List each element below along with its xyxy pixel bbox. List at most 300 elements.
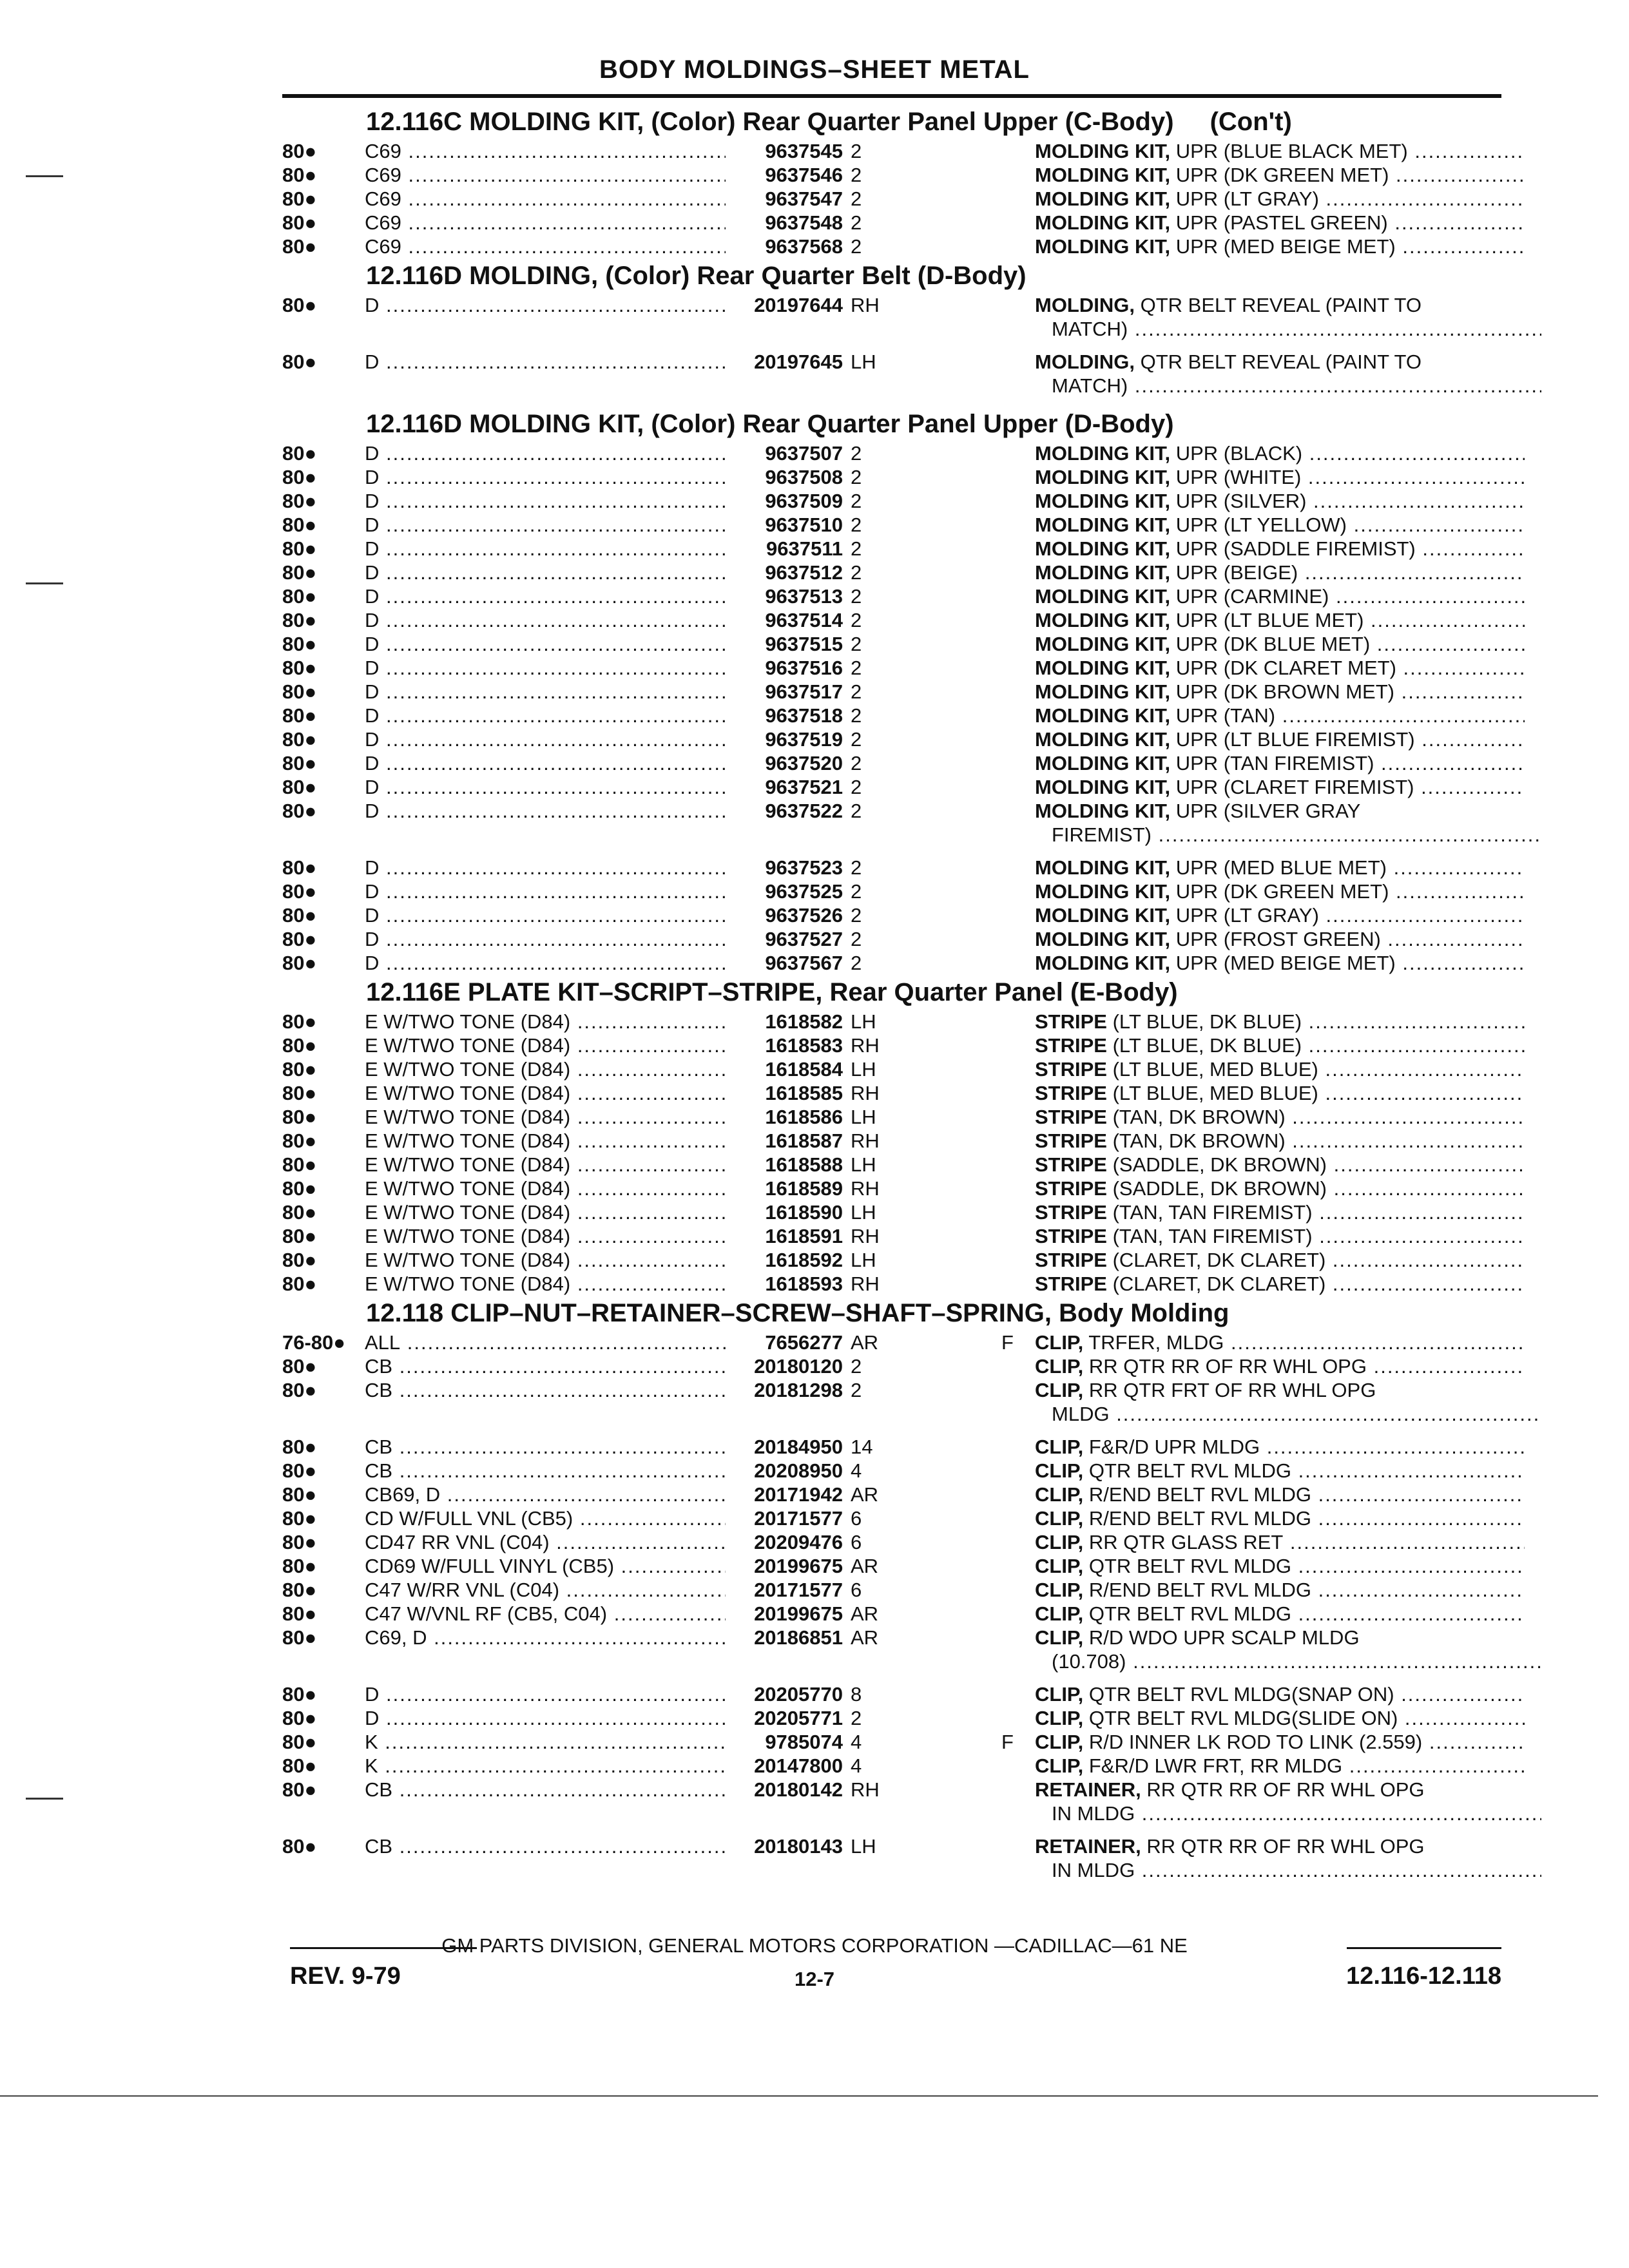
description-keyword: STRIPE — [1035, 1129, 1107, 1152]
description — [1035, 879, 1525, 903]
part-number — [727, 513, 843, 537]
application-text: D — [365, 442, 380, 465]
description — [1035, 441, 1525, 465]
application — [365, 293, 726, 317]
quantity-text: 14 — [851, 1436, 873, 1458]
description-detail: UPR (DK BROWN MET) — [1170, 680, 1394, 703]
part-number — [727, 751, 843, 775]
row-gap — [282, 1825, 1507, 1834]
description-detail: UPR (BLACK) — [1170, 442, 1303, 465]
application-text: E W/TWO TONE (D84) — [365, 1225, 571, 1247]
description — [1035, 1578, 1525, 1602]
application — [365, 775, 726, 799]
part-number — [727, 1483, 843, 1506]
quantity — [851, 211, 902, 235]
description-keyword: CLIP, — [1035, 1379, 1084, 1401]
application — [365, 1354, 726, 1378]
quantity — [851, 1177, 902, 1200]
model-year-text: 80● — [282, 1731, 317, 1753]
part-row — [282, 187, 1507, 211]
quantity — [851, 608, 902, 632]
part-row — [282, 1602, 1507, 1626]
quantity-text: RH — [851, 1034, 880, 1057]
application — [365, 513, 726, 537]
quantity-text: 2 — [851, 235, 862, 258]
part-row — [282, 513, 1507, 537]
description-continuation-text: MATCH) — [1052, 318, 1128, 340]
application-text: D — [365, 633, 380, 655]
model-year-text: 80● — [282, 211, 317, 234]
description-continuation-text: IN MLDG — [1052, 1802, 1135, 1825]
part-number-text: 1618591 — [765, 1225, 843, 1247]
model-year-text: 80● — [282, 1555, 317, 1577]
part-row-continuation — [282, 823, 1507, 847]
part-row — [282, 1272, 1507, 1296]
description-detail: R/END BELT RVL MLDG — [1083, 1507, 1311, 1530]
description-detail: RR QTR RR OF RR WHL OPG — [1141, 1835, 1425, 1858]
part-row-continuation — [282, 1402, 1507, 1426]
quantity-text: 2 — [851, 140, 862, 162]
description — [1035, 727, 1525, 751]
description — [1035, 1602, 1525, 1626]
description-detail: UPR (TAN FIREMIST) — [1170, 752, 1374, 774]
part-number-text: 9637526 — [765, 904, 843, 927]
description-detail: (TAN, TAN FIREMIST) — [1106, 1201, 1313, 1224]
application-text: E W/TWO TONE (D84) — [365, 1177, 571, 1200]
description-detail: QTR BELT RVL MLDG — [1083, 1602, 1291, 1625]
model-year-text: 80● — [282, 1683, 317, 1706]
description-detail: UPR (FROST GREEN) — [1170, 928, 1381, 950]
flag-code-text: F — [1001, 1331, 1014, 1354]
description — [1035, 1554, 1525, 1578]
description — [1035, 680, 1525, 704]
application-text: D — [365, 928, 380, 950]
model-year-text: 80● — [282, 1082, 317, 1104]
description — [1035, 1378, 1525, 1402]
part-row — [282, 1834, 1507, 1858]
application — [365, 1602, 726, 1626]
model-year-text: 80● — [282, 1483, 317, 1506]
application — [365, 704, 726, 727]
quantity — [851, 775, 902, 799]
model-year — [282, 1435, 360, 1459]
description-detail: UPR (DK GREEN MET) — [1170, 164, 1389, 186]
description-detail: UPR (CARMINE) — [1170, 585, 1329, 608]
description — [1035, 1033, 1525, 1057]
model-year — [282, 1682, 360, 1706]
application — [365, 465, 726, 489]
quantity-text: LH — [851, 1835, 876, 1858]
application-text: D — [365, 1683, 380, 1706]
part-number — [727, 1506, 843, 1530]
application-text: D — [365, 728, 380, 751]
description-keyword: CLIP, — [1035, 1731, 1084, 1753]
quantity-text: 2 — [851, 680, 862, 703]
description-detail: (TAN, DK BROWN) — [1106, 1129, 1286, 1152]
part-number — [727, 656, 843, 680]
part-number-text: 9637545 — [765, 140, 843, 162]
quantity — [851, 704, 902, 727]
section-continued-note: (Con't) — [1210, 108, 1292, 136]
description-continuation — [1035, 317, 1541, 341]
description-keyword: MOLDING KIT, — [1035, 800, 1171, 822]
description-detail: (SADDLE, DK BROWN) — [1106, 1177, 1327, 1200]
application — [365, 1331, 726, 1354]
application — [365, 1378, 726, 1402]
part-number-text: 1618593 — [765, 1273, 843, 1295]
quantity-text: RH — [851, 1225, 880, 1247]
part-number — [727, 1554, 843, 1578]
model-year — [282, 513, 360, 537]
description-detail: (TAN, DK BROWN) — [1106, 1106, 1286, 1128]
description-continuation — [1035, 374, 1541, 398]
description-keyword: CLIP, — [1035, 1754, 1084, 1777]
description-detail: UPR (LT YELLOW) — [1170, 514, 1347, 536]
part-number — [727, 1129, 843, 1153]
description — [1035, 211, 1525, 235]
quantity-text: 2 — [851, 1355, 862, 1378]
part-row — [282, 139, 1507, 163]
margin-mark — [26, 175, 63, 177]
model-year-text: 80● — [282, 1177, 317, 1200]
description-detail: (LT BLUE, MED BLUE) — [1106, 1058, 1318, 1081]
flag-code — [1001, 1331, 1027, 1354]
part-row — [282, 1578, 1507, 1602]
quantity — [851, 1730, 902, 1754]
description-detail: UPR (DK CLARET MET) — [1170, 657, 1396, 679]
application-text: E W/TWO TONE (D84) — [365, 1010, 571, 1033]
part-row-continuation — [282, 1649, 1507, 1673]
part-number — [727, 537, 843, 561]
application-text: D — [365, 585, 380, 608]
quantity-text: RH — [851, 1082, 880, 1104]
part-row — [282, 584, 1507, 608]
part-row — [282, 1435, 1507, 1459]
part-row — [282, 1506, 1507, 1530]
model-year — [282, 235, 360, 258]
application-text: C47 W/RR VNL (C04) — [365, 1579, 560, 1601]
quantity-text: 2 — [851, 800, 862, 822]
model-year-text: 80● — [282, 800, 317, 822]
model-year — [282, 799, 360, 823]
model-year-text: 80● — [282, 1754, 317, 1777]
part-row — [282, 1010, 1507, 1033]
application-text: CB69, D — [365, 1483, 441, 1506]
model-year — [282, 1057, 360, 1081]
quantity — [851, 1378, 902, 1402]
part-number-text: 9637521 — [765, 776, 843, 798]
model-year — [282, 1706, 360, 1730]
quantity-text: 2 — [851, 537, 862, 560]
application-text: C47 W/VNL RF (CB5, C04) — [365, 1602, 608, 1625]
quantity — [851, 187, 902, 211]
model-year — [282, 1033, 360, 1057]
part-row — [282, 489, 1507, 513]
quantity — [851, 139, 902, 163]
description-detail: UPR (SADDLE FIREMIST) — [1170, 537, 1416, 560]
model-year — [282, 856, 360, 879]
part-number-text: 9637516 — [765, 657, 843, 679]
part-number — [727, 293, 843, 317]
model-year — [282, 1554, 360, 1578]
quantity — [851, 489, 902, 513]
row-gap — [282, 1673, 1507, 1682]
part-number — [727, 561, 843, 584]
application-text: D — [365, 680, 380, 703]
part-number — [727, 727, 843, 751]
part-number — [727, 1057, 843, 1081]
description-detail: UPR (MED BEIGE MET) — [1170, 235, 1396, 258]
part-row — [282, 856, 1507, 879]
model-year-text: 80● — [282, 952, 317, 974]
description-keyword: CLIP, — [1035, 1579, 1084, 1601]
quantity-text: 2 — [851, 657, 862, 679]
quantity — [851, 1033, 902, 1057]
application-text: CD W/FULL VNL (CB5) — [365, 1507, 574, 1530]
description-detail: (LT BLUE, MED BLUE) — [1106, 1082, 1318, 1104]
model-year — [282, 1200, 360, 1224]
description — [1035, 350, 1525, 374]
description — [1035, 751, 1525, 775]
model-year — [282, 1730, 360, 1754]
quantity-text: 2 — [851, 633, 862, 655]
description — [1035, 1129, 1525, 1153]
quantity-text: LH — [851, 1058, 876, 1081]
part-number — [727, 1248, 843, 1272]
model-year-text: 80● — [282, 1153, 317, 1176]
application — [365, 656, 726, 680]
quantity — [851, 1578, 902, 1602]
application — [365, 139, 726, 163]
description — [1035, 235, 1525, 258]
quantity — [851, 1506, 902, 1530]
application — [365, 1506, 726, 1530]
part-number — [727, 1435, 843, 1459]
description — [1035, 1081, 1525, 1105]
quantity — [851, 1200, 902, 1224]
description — [1035, 799, 1525, 823]
part-number — [727, 1177, 843, 1200]
application — [365, 187, 726, 211]
part-row — [282, 1057, 1507, 1081]
part-row — [282, 751, 1507, 775]
model-year — [282, 1248, 360, 1272]
quantity — [851, 1626, 902, 1649]
application-text: E W/TWO TONE (D84) — [365, 1058, 571, 1081]
quantity — [851, 656, 902, 680]
parts-listing — [282, 104, 1507, 1891]
part-row — [282, 680, 1507, 704]
application-text: E W/TWO TONE (D84) — [365, 1201, 571, 1224]
model-year-text: 80● — [282, 585, 317, 608]
application — [365, 1754, 726, 1778]
part-number — [727, 1378, 843, 1402]
description-detail: QTR BELT RVL MLDG — [1083, 1459, 1291, 1482]
part-number-text: 1618588 — [765, 1153, 843, 1176]
description-detail: UPR (MED BLUE MET) — [1170, 856, 1387, 879]
part-number — [727, 1459, 843, 1483]
part-number — [727, 1834, 843, 1858]
description — [1035, 1224, 1525, 1248]
description — [1035, 903, 1525, 927]
margin-mark — [26, 582, 63, 584]
model-year — [282, 441, 360, 465]
description — [1035, 1682, 1525, 1706]
part-number — [727, 584, 843, 608]
quantity-text: 2 — [851, 187, 862, 210]
application-text: E W/TWO TONE (D84) — [365, 1034, 571, 1057]
model-year — [282, 1153, 360, 1177]
part-number-text: 9637568 — [765, 235, 843, 258]
application-text: E W/TWO TONE (D84) — [365, 1129, 571, 1152]
model-year — [282, 1578, 360, 1602]
part-row — [282, 1378, 1507, 1402]
part-number — [727, 1033, 843, 1057]
part-number — [727, 856, 843, 879]
model-year-text: 80● — [282, 856, 317, 879]
quantity-text: 2 — [851, 442, 862, 465]
part-number — [727, 1224, 843, 1248]
part-number-text: 9637518 — [765, 704, 843, 727]
model-year-text: 80● — [282, 680, 317, 703]
part-number-text: 1618587 — [765, 1129, 843, 1152]
part-number-text: 20180120 — [754, 1355, 843, 1378]
application-text: CD47 RR VNL (C04) — [365, 1531, 550, 1553]
quantity-text: 2 — [851, 490, 862, 512]
description-continuation-text: (10.708) — [1052, 1650, 1126, 1673]
quantity — [851, 1081, 902, 1105]
part-number-text: 9637514 — [765, 609, 843, 631]
section-title — [282, 407, 1507, 441]
quantity — [851, 1057, 902, 1081]
application-text: CB — [365, 1835, 393, 1858]
application-text: E W/TWO TONE (D84) — [365, 1153, 571, 1176]
model-year — [282, 1272, 360, 1296]
model-year-text: 80● — [282, 1355, 317, 1378]
description — [1035, 1459, 1525, 1483]
application — [365, 441, 726, 465]
model-year — [282, 1506, 360, 1530]
part-number — [727, 187, 843, 211]
part-number-text: 20181298 — [754, 1379, 843, 1401]
part-number — [727, 1626, 843, 1649]
description-detail: UPR (PASTEL GREEN) — [1170, 211, 1388, 234]
part-row-continuation — [282, 1802, 1507, 1825]
model-year-text: 80● — [282, 1225, 317, 1247]
description-keyword: MOLDING KIT, — [1035, 776, 1171, 798]
description — [1035, 704, 1525, 727]
application-text: ALL — [365, 1331, 401, 1354]
description-keyword: MOLDING, — [1035, 351, 1135, 373]
part-number — [727, 1200, 843, 1224]
quantity-text: 2 — [851, 1707, 862, 1729]
quantity — [851, 1459, 902, 1483]
part-row — [282, 1224, 1507, 1248]
application-text: D — [365, 294, 380, 316]
part-row — [282, 704, 1507, 727]
section-title-text: 12.118 CLIP–NUT–RETAINER–SCREW–SHAFT–SPRING, Body Molding — [366, 1299, 1229, 1327]
application-text: D — [365, 800, 380, 822]
part-row — [282, 561, 1507, 584]
part-number — [727, 1153, 843, 1177]
description — [1035, 584, 1525, 608]
flag-code-text: F — [1001, 1731, 1014, 1753]
application-text: CB — [365, 1379, 393, 1401]
quantity — [851, 561, 902, 584]
description-keyword: CLIP, — [1035, 1707, 1084, 1729]
part-number-text: 20171942 — [754, 1483, 843, 1506]
description — [1035, 775, 1525, 799]
description — [1035, 1778, 1525, 1802]
application — [365, 1554, 726, 1578]
description — [1035, 489, 1525, 513]
description-keyword: MOLDING KIT, — [1035, 561, 1171, 584]
part-row — [282, 1459, 1507, 1483]
application-text: E W/TWO TONE (D84) — [365, 1082, 571, 1104]
part-number — [727, 927, 843, 951]
part-number-text: 20180142 — [754, 1778, 843, 1801]
quantity-text: LH — [851, 1249, 876, 1271]
description-continuation — [1035, 1649, 1541, 1673]
model-year-text: 80● — [282, 728, 317, 751]
model-year — [282, 727, 360, 751]
quantity — [851, 293, 902, 317]
model-year-text: 80● — [282, 1778, 317, 1801]
application-text: D — [365, 752, 380, 774]
quantity-text: 6 — [851, 1507, 862, 1530]
part-number — [727, 1602, 843, 1626]
description-keyword: MOLDING KIT, — [1035, 856, 1171, 879]
description — [1035, 1435, 1525, 1459]
application-text: D — [365, 657, 380, 679]
description-continuation-text: IN MLDG — [1052, 1859, 1135, 1881]
part-row — [282, 1754, 1507, 1778]
part-number-text: 1618585 — [765, 1082, 843, 1104]
row-gap — [282, 398, 1507, 407]
part-number-text: 20199675 — [754, 1602, 843, 1625]
quantity-text: 2 — [851, 164, 862, 186]
description-keyword: MOLDING KIT, — [1035, 235, 1171, 258]
part-number-text: 1618589 — [765, 1177, 843, 1200]
part-row — [282, 350, 1507, 374]
description-keyword: STRIPE — [1035, 1034, 1107, 1057]
part-row — [282, 879, 1507, 903]
description-continuation — [1035, 1858, 1541, 1882]
description — [1035, 1153, 1525, 1177]
part-row — [282, 727, 1507, 751]
model-year-text: 80● — [282, 490, 317, 512]
page-number: 12-7 — [794, 1968, 835, 1990]
application-text: D — [365, 904, 380, 927]
description-detail: (TAN, TAN FIREMIST) — [1106, 1225, 1313, 1247]
application — [365, 1177, 726, 1200]
description-keyword: CLIP, — [1035, 1531, 1084, 1553]
section-title — [282, 1296, 1507, 1331]
quantity — [851, 1331, 902, 1354]
part-number-text: 9637523 — [765, 856, 843, 879]
flag-code — [1001, 1730, 1027, 1754]
part-row — [282, 441, 1507, 465]
model-year — [282, 903, 360, 927]
part-row — [282, 903, 1507, 927]
model-year — [282, 1177, 360, 1200]
description — [1035, 1272, 1525, 1296]
part-number-text: 20184950 — [754, 1436, 843, 1458]
model-year — [282, 139, 360, 163]
part-number — [727, 903, 843, 927]
model-year — [282, 489, 360, 513]
model-year — [282, 293, 360, 317]
